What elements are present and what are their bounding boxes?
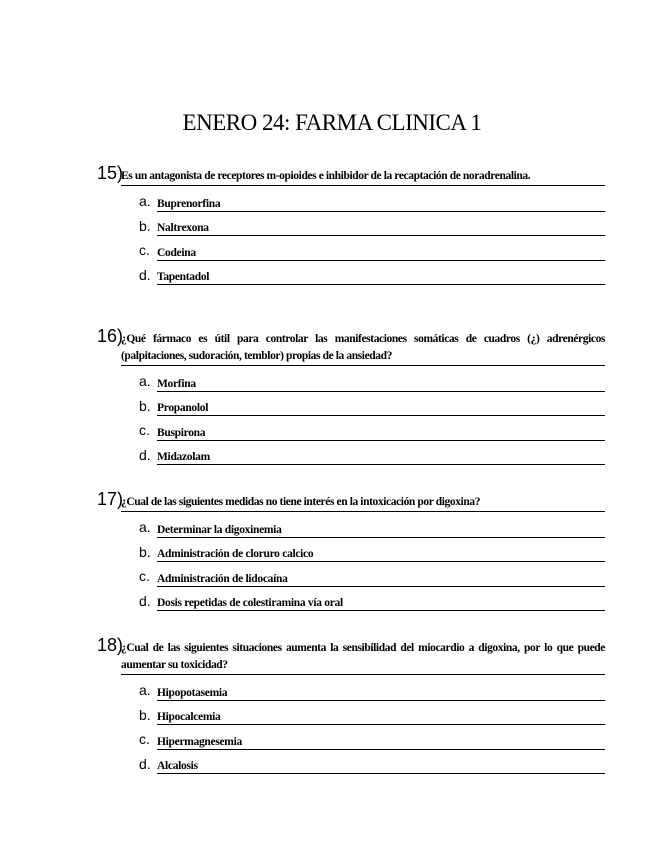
option-a[interactable]: [139, 516, 605, 541]
option-text: Propanolol: [157, 402, 605, 416]
option-text: Hipopotasemia: [157, 687, 605, 701]
option-letter: d.: [139, 266, 151, 283]
question-18: [97, 635, 605, 777]
question-number: 15): [97, 163, 124, 183]
option-letter: c.: [139, 731, 150, 747]
option-b[interactable]: [139, 395, 605, 420]
question-16: [97, 326, 605, 468]
option-text: Midazolam: [157, 451, 605, 465]
question-number: 18): [97, 635, 124, 655]
option-a[interactable]: [139, 679, 605, 704]
question-number: 17): [97, 489, 124, 509]
option-letter: b.: [139, 217, 151, 234]
option-a[interactable]: [139, 370, 605, 395]
option-text: Alcalosis: [157, 760, 605, 774]
option-b[interactable]: [139, 215, 605, 240]
option-text: Naltrexona: [157, 222, 605, 236]
option-letter: d.: [139, 446, 151, 463]
question-number: 16): [97, 326, 124, 346]
option-d[interactable]: [139, 753, 605, 778]
option-text: Tapentadol: [157, 271, 605, 285]
option-d[interactable]: [139, 590, 605, 615]
option-text: Morfina: [157, 378, 605, 392]
option-letter: a.: [139, 519, 151, 535]
question-header: [97, 326, 605, 366]
option-text: Administración de lidocaína: [157, 573, 605, 587]
option-text: Administración de cloruro calcico: [157, 548, 605, 562]
option-letter: a.: [139, 373, 151, 389]
option-text: Codeina: [157, 247, 605, 261]
question-text: Es un antagonista de receptores m-opioides e inhibidor de la recaptación de noradrenalina.: [121, 168, 605, 186]
option-letter: c.: [139, 422, 150, 438]
option-text: Determinar la digoxinemia: [157, 524, 605, 538]
option-list: [97, 370, 605, 468]
option-b[interactable]: [139, 541, 605, 566]
option-letter: b.: [139, 706, 151, 723]
option-letter: d.: [139, 755, 151, 772]
option-text: Hipocalcemia: [157, 711, 605, 725]
option-c[interactable]: [139, 419, 605, 444]
option-d[interactable]: [139, 264, 605, 289]
question-header: [97, 163, 605, 186]
option-text: Buspirona: [157, 427, 605, 441]
question-15: [97, 163, 605, 288]
option-list: [97, 190, 605, 288]
option-letter: c.: [139, 242, 150, 258]
question-17: [97, 489, 605, 614]
option-b[interactable]: [139, 704, 605, 729]
option-letter: b.: [139, 543, 151, 560]
question-text: ¿Qué fármaco es útil para controlar las manifestaciones somáticas de cuadros (¿) adrenérgicos (palpitaciones, sudoración, temblor) propias de la ansiedad?: [121, 331, 605, 366]
option-letter: b.: [139, 397, 151, 414]
option-text: Buprenorfina: [157, 198, 605, 212]
option-list: [97, 516, 605, 614]
question-text: ¿Cual de las siguientes medidas no tiene interés en la intoxicación por digoxina?: [121, 494, 605, 512]
option-letter: d.: [139, 592, 151, 609]
option-text: Hipermagnesemia: [157, 736, 605, 750]
option-letter: c.: [139, 568, 150, 584]
option-letter: a.: [139, 193, 151, 209]
question-text: ¿Cual de las siguientes situaciones aumenta la sensibilidad del miocardio a digoxina, por lo que puede aumentar su toxicidad?: [121, 640, 605, 675]
option-c[interactable]: [139, 565, 605, 590]
option-a[interactable]: [139, 190, 605, 215]
option-letter: a.: [139, 682, 151, 698]
option-c[interactable]: [139, 239, 605, 264]
option-d[interactable]: [139, 444, 605, 469]
option-list: [97, 679, 605, 777]
question-header: [97, 489, 605, 512]
question-header: [97, 635, 605, 675]
option-text: Dosis repetidas de colestiramina vía oral: [157, 597, 605, 611]
page-title: ENERO 24: FARMA CLINICA 1: [182, 110, 482, 135]
option-c[interactable]: [139, 728, 605, 753]
